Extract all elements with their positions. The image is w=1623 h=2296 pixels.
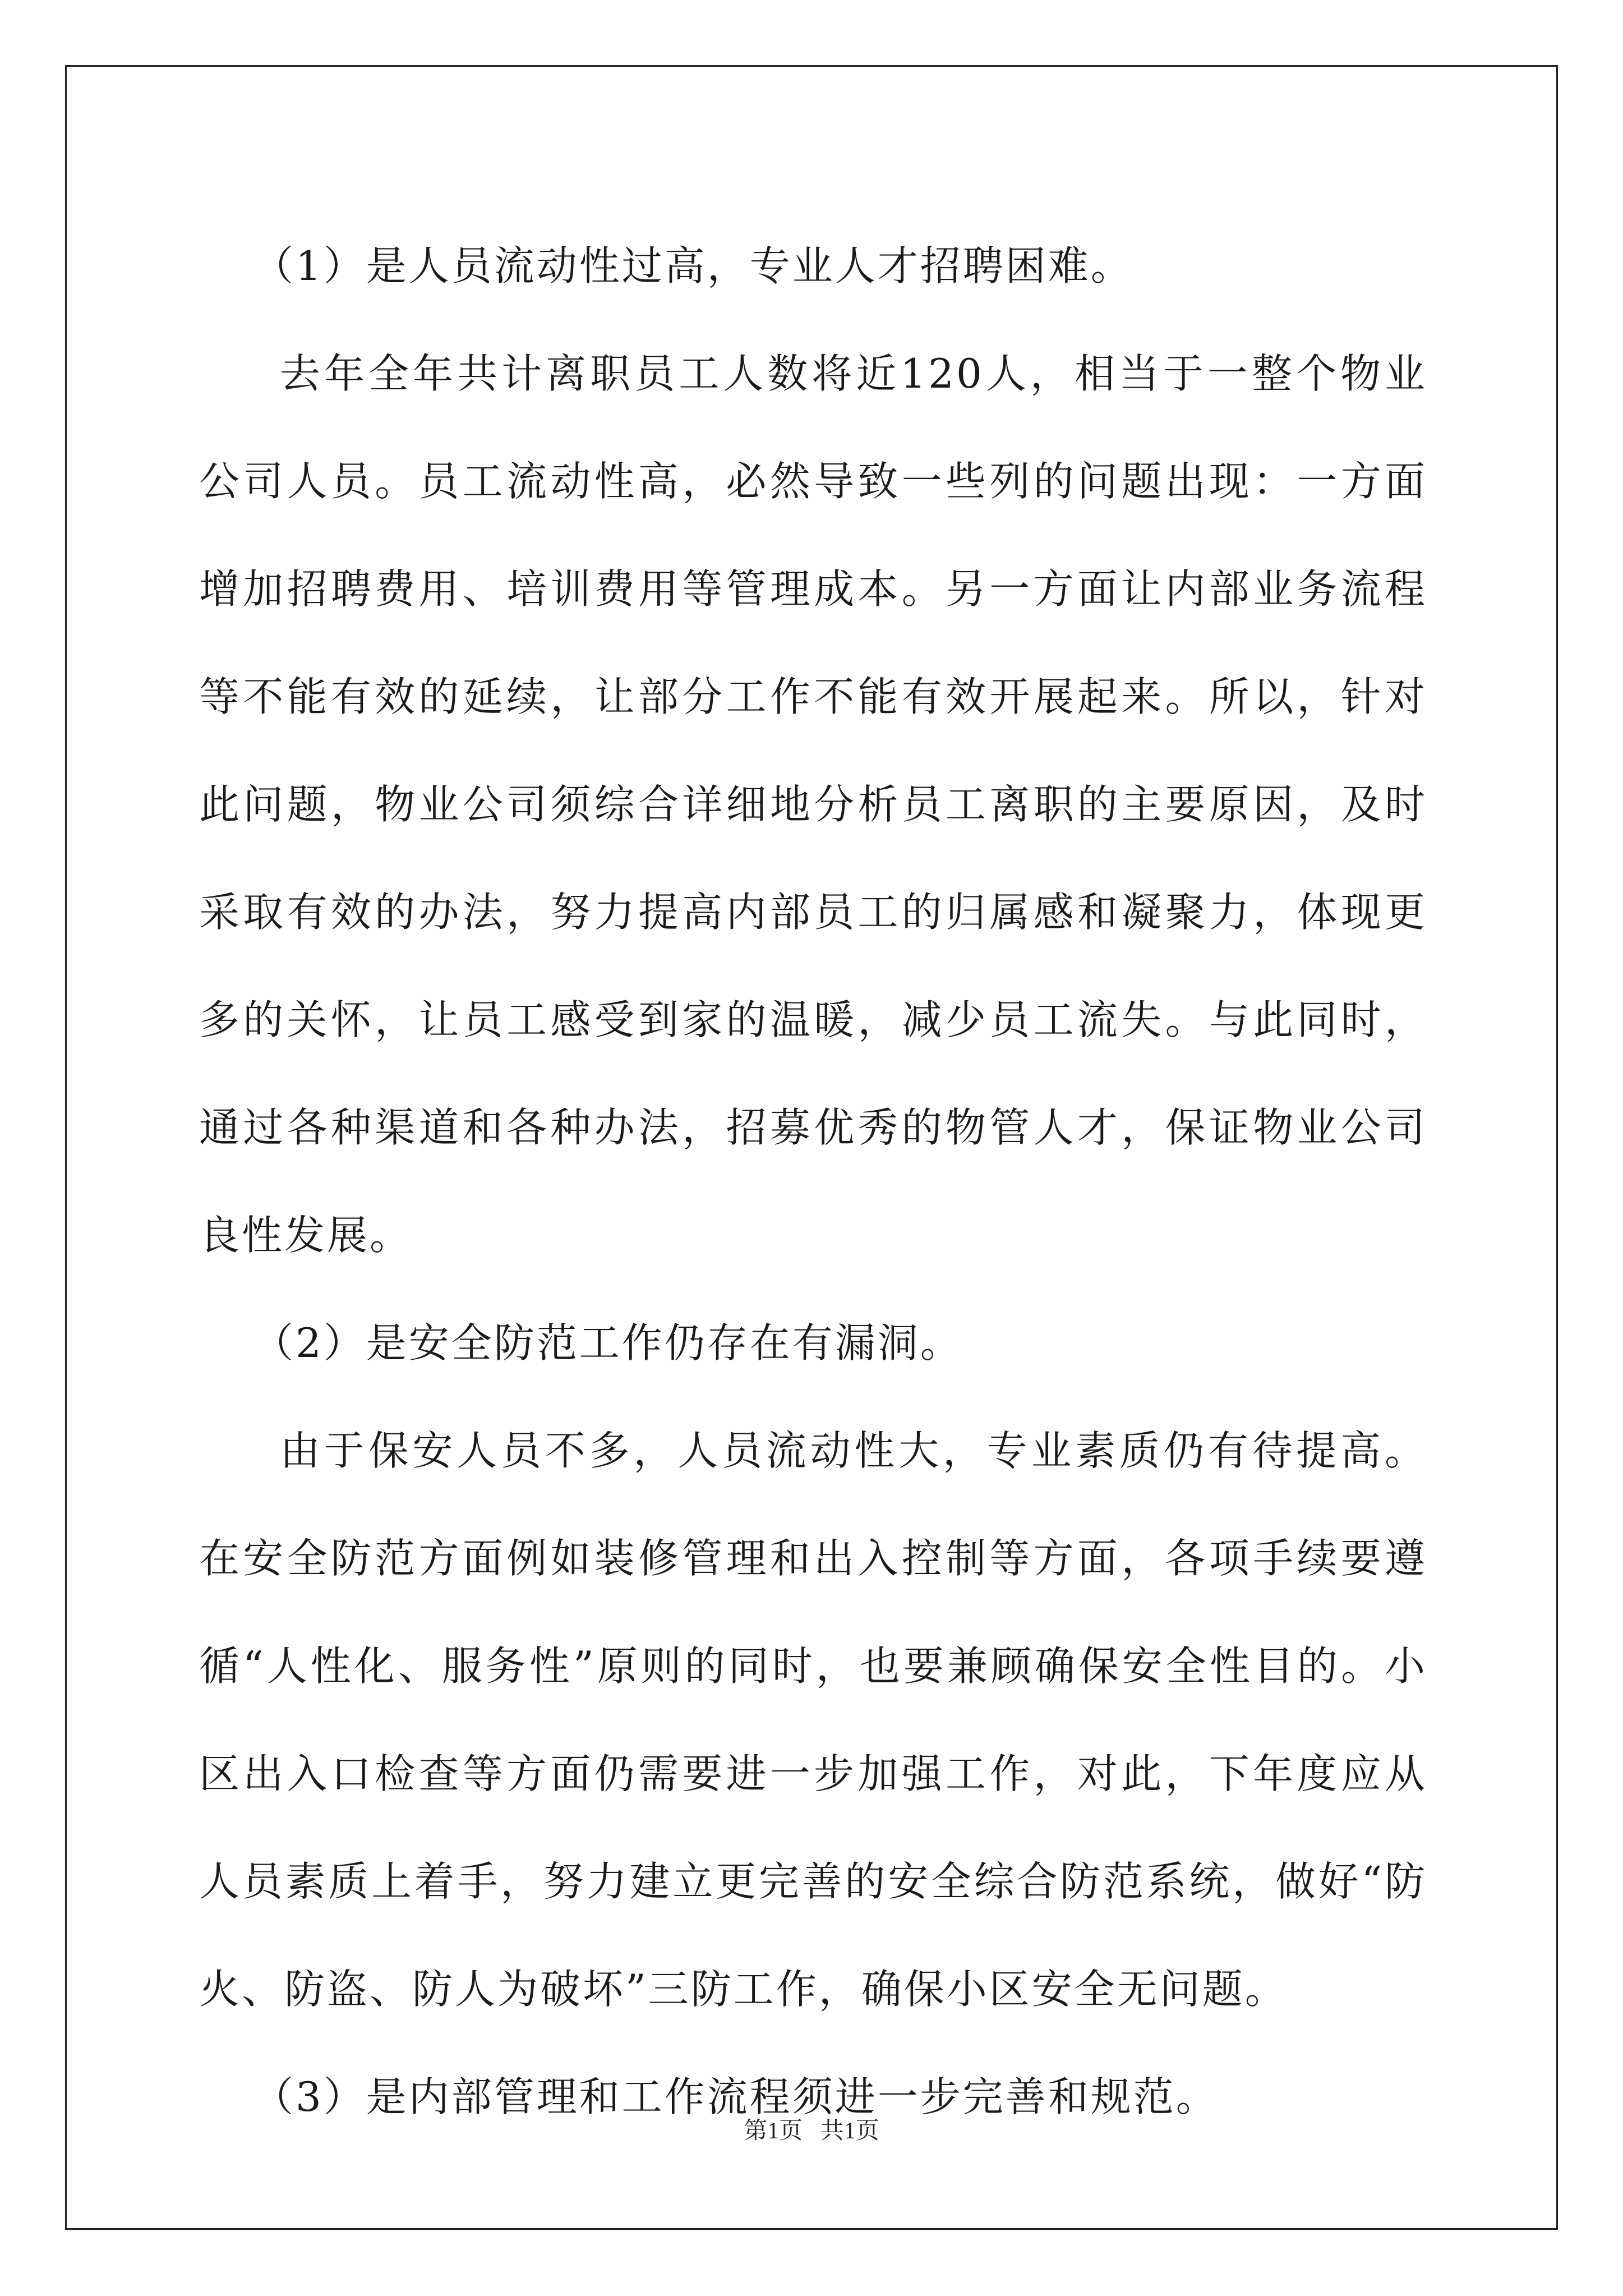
section-heading-3: （3）是内部管理和工作流程须进一步完善和规范。 (253, 2073, 1219, 2120)
paragraph-security: 由于保安人员不多，人员流动性大，专业素质仍有待提高。在安全防范方面例如装修管理和出入控制等方面，各项手续要遵循“人性化、服务性”原则的同时，也要兼顾确保安全性目的。小区出入口检查等方面仍需要进一步加强工作，对此，下年度应从人员素质上着手，努力建立更完善的安全综合防范系统，做好“防火、防盗、防人为破坏”三防工作，确保小区安全无问题。 (199, 1427, 1427, 2013)
page-footer: 第1页 共1页 (744, 2118, 879, 2144)
section-heading-2: （2）是安全防范工作仍存在有漏洞。 (253, 1319, 963, 1366)
paragraph-staff-turnover: 去年全年共计离职员工人数将近120人，相当于一整个物业公司人员。员工流动性高，必然导致一些列的问题出现：一方面增加招聘费用、培训费用等管理成本。另一方面让内部业务流程等不能有效的延续，让部分工作不能有效开展起来。所以，针对此问题，物业公司须综合详细地分析员工离职的主要原因，及时采取有效的办法，努力提高内部员工的归属感和凝聚力，体现更多的关怀，让员工感受到家的温暖，减少员工流失。与此同时，通过各种渠道和各种办法，招募优秀的物管人才，保证物业公司良性发展。 (199, 350, 1427, 1259)
section-heading-1: （1）是人员流动性过高，专业人才招聘困难。 (253, 242, 1133, 289)
document-body (199, 212, 1427, 2151)
